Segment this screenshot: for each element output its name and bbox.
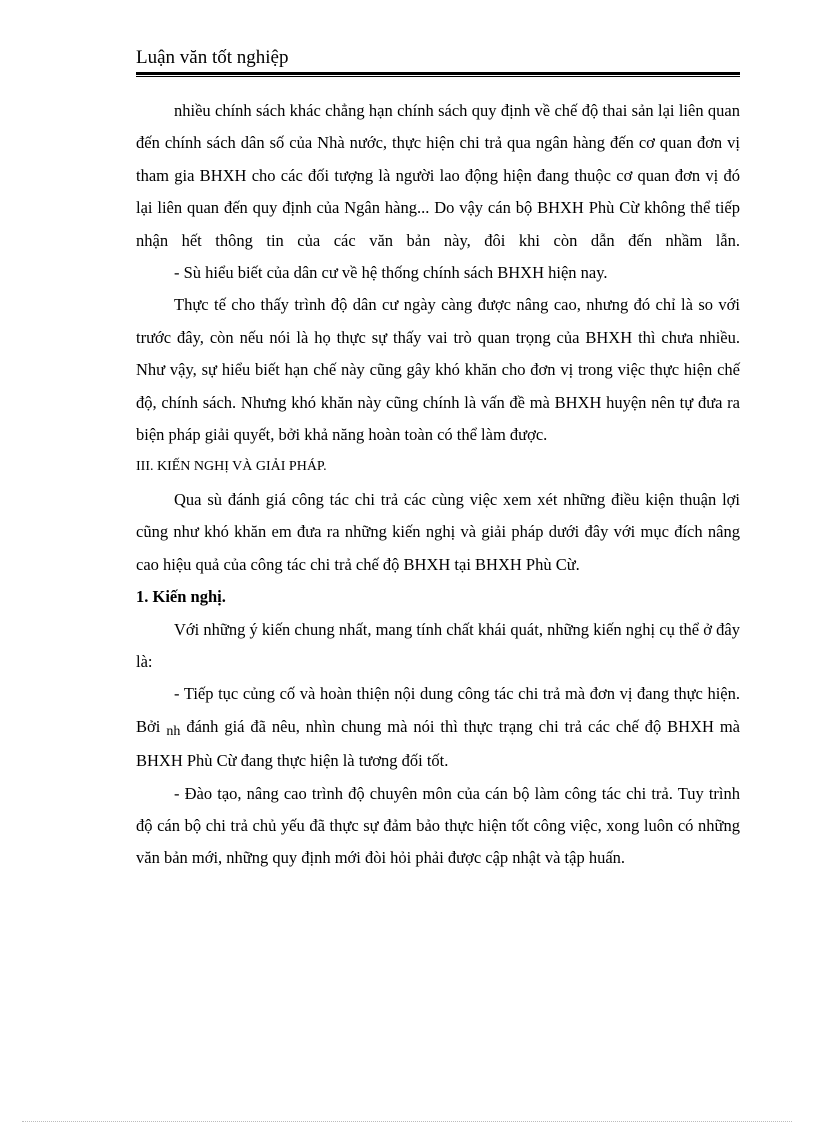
paragraph-1: nhiều chính sách khác chẳng hạn chính sách quy định về chế độ thai sản lại liên quan đến chính sách dân số của Nhà nước, thực hiện chi trả qua ngân hàng đến cơ quan đơn vị tham gia BHXH cho các đối tượng là người lao động hiện đang thuộc cơ quan đơn vị đó lại liên quan đến quy định của Ngân hàng... Do vậy cán bộ BHXH Phù Cừ không thể tiếp nhận hết thông tin của các văn bản này, đôi khi còn dẫn đến nhầm lẫn. bbox=[136, 101, 740, 250]
paragraph-6-part-b: đánh giá đã nêu, nhìn chung mà nói thì thực trạng chi trả các chế độ BHXH mà BHXH Phù Cừ đang thực hiện là tương đối tốt. bbox=[136, 716, 740, 771]
document-body bbox=[136, 95, 740, 875]
paragraph-6-part-a: - Tiếp tục củng cố và hoàn thiện nội dung công tác chi trả mà đơn vị đang thực hiện. Bởi bbox=[136, 684, 740, 736]
paragraph-5: Với những ý kiến chung nhất, mang tính chất khái quát, những kiến nghị cụ thể ở đây là: bbox=[136, 619, 740, 671]
page-bottom-dotted-border bbox=[22, 1121, 792, 1122]
section-heading-iii: III. KIẾN NGHỊ VÀ GIẢI PHÁP. bbox=[136, 459, 327, 475]
section-heading-1: 1. Kiến nghị. bbox=[136, 587, 226, 607]
paragraph-7: - Đào tạo, nâng cao trình độ chuyên môn của cán bộ làm công tác chi trả. Tuy trình độ cán bộ chi trả chủ yếu đã thực sự đảm bảo thực hiện tốt công việc, xong luôn có những văn bản mới, những quy định mới đòi hỏi phải được cập nhật và tập huấn. bbox=[136, 783, 740, 868]
paragraph-6 bbox=[136, 678, 740, 777]
header-rule-thin bbox=[136, 76, 740, 77]
header-rule-thick bbox=[136, 72, 740, 75]
paragraph-3: Thực tế cho thấy trình độ dân cư ngày càng được nâng cao, nhưng đó chỉ là so với trước đây, còn nếu nói là họ thực sự thấy vai trò quan trọng của BHXH thì chưa nhiều. Như vậy, sự hiểu biết hạn chế này cũng gây khó khăn cho đơn vị trong việc thực hiện chế độ, chính sách. Nhưng khó khăn này cũng chính là vấn đề mà BHXH huyện nên tự đưa ra biện pháp giải quyết, bởi khả năng hoàn toàn có thể làm được. bbox=[136, 295, 740, 445]
paragraph-6-fragment: nh bbox=[166, 723, 181, 739]
paragraph-2: - Sù hiểu biết của dân cư về hệ thống chính sách BHXH hiện nay. bbox=[174, 263, 608, 283]
page-header-title: Luận văn tốt nghiệp bbox=[136, 47, 289, 68]
paragraph-4: Qua sù đánh giá công tác chi trả các cùng việc xem xét những điều kiện thuận lợi cũng như khó khăn em đưa ra những kiến nghị và giải pháp dưới đây với mục đích nâng cao hiệu quả của công tác chi trả chế độ BHXH tại BHXH Phù Cừ. bbox=[136, 489, 740, 574]
